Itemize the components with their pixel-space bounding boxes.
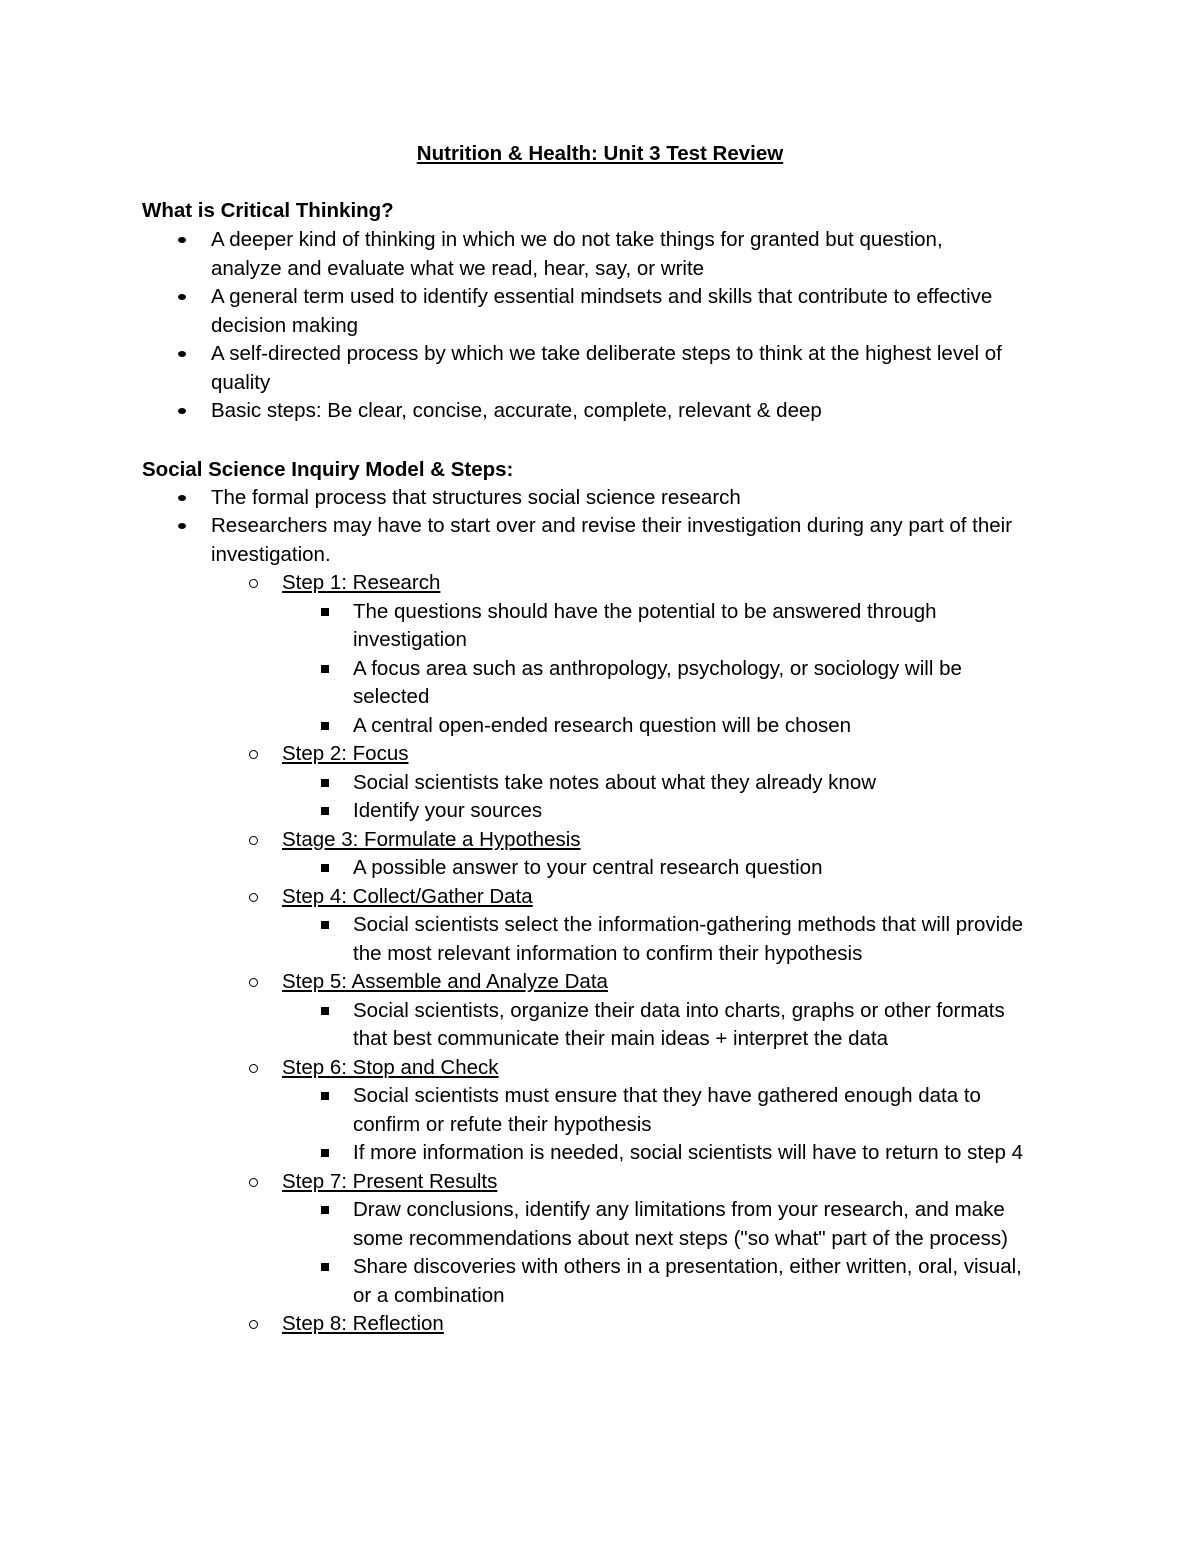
critical-thinking-bullet [211, 226, 943, 283]
critical-thinking-bullet [211, 283, 992, 340]
inquiry-model-bullet [211, 484, 741, 513]
step-point-line: Social scientists must ensure that they have gathered enough data to [353, 1084, 981, 1107]
bullet-disc-icon [178, 495, 186, 501]
step-point-line: or a combination [353, 1283, 505, 1307]
step-heading-line: Stage 3: Formulate a Hypothesis [282, 827, 581, 851]
step-point-line: some recommendations about next steps ("so what" part of the process) [353, 1226, 1008, 1250]
bullet-disc-icon [178, 408, 186, 414]
step-heading [282, 826, 581, 855]
critical-thinking-bullet-line: A deeper kind of thinking in which we do not take things for granted but question, [211, 228, 943, 251]
inquiry-model-bullet [211, 512, 1012, 569]
bullet-square-icon [321, 608, 329, 616]
critical-thinking-bullet [211, 340, 1002, 397]
bullet-disc-icon [178, 237, 186, 243]
step-heading-line: Step 6: Stop and Check [282, 1055, 499, 1079]
critical-thinking-bullet-line: decision making [211, 313, 358, 337]
step-point [353, 598, 937, 655]
critical-thinking-bullet-line: quality [211, 370, 271, 394]
step-point [353, 1082, 981, 1139]
critical-thinking-bullet-line: Basic steps: Be clear, concise, accurate, complete, relevant & deep [211, 399, 822, 422]
bullet-square-icon [321, 864, 329, 872]
step-point-line: investigation [353, 628, 467, 651]
bullet-circle-icon [249, 579, 258, 588]
step-heading-line: Step 2: Focus [282, 742, 409, 765]
bullet-disc-icon [178, 294, 186, 300]
step-point-line: Social scientists take notes about what they already know [353, 770, 877, 794]
critical-thinking-bullet-line: analyze and evaluate what we read, hear, say, or write [211, 256, 705, 280]
bullet-circle-icon [249, 978, 258, 987]
step-heading [282, 1168, 497, 1197]
step-point-line: Draw conclusions, identify any limitations from your research, and make [353, 1198, 1005, 1221]
step-heading [282, 883, 533, 912]
step-point-line: Social scientists, organize their data into charts, graphs or other formats [353, 998, 1005, 1022]
step-heading-line: Step 5: Assemble and Analyze Data [282, 970, 608, 993]
bullet-square-icon [321, 1092, 329, 1100]
critical-thinking-bullet [211, 397, 822, 426]
step-point-line: selected [353, 685, 430, 708]
step-point-line: Share discoveries with others in a presentation, either written, oral, visual, [353, 1255, 1022, 1278]
bullet-square-icon [321, 1149, 329, 1157]
step-heading [282, 740, 408, 769]
step-point-line: Social scientists select the information-gathering methods that will provide [353, 913, 1023, 936]
step-point-line: A focus area such as anthropology, psychology, or sociology will be [353, 656, 962, 680]
step-point-line: A possible answer to your central research question [353, 856, 823, 879]
page-title: Nutrition & Health: Unit 3 Test Review [416, 142, 784, 165]
step-point-line: If more information is needed, social scientists will have to return to step 4 [353, 1141, 1023, 1164]
step-heading [282, 569, 440, 598]
inquiry-model-bullet-line: Researchers may have to start over and revise their investigation during any part of their [211, 514, 1013, 537]
bullet-disc-icon [178, 523, 186, 529]
bullet-circle-icon [249, 1320, 258, 1329]
inquiry-model-bullet-line: investigation. [211, 542, 331, 566]
bullet-disc-icon [178, 351, 186, 357]
bullet-square-icon [321, 807, 329, 815]
bullet-square-icon [321, 1007, 329, 1015]
bullet-square-icon [321, 1263, 329, 1271]
critical-thinking-bullet-line: A general term used to identify essential mindsets and skills that contribute to effective [211, 285, 993, 308]
section-heading-inquiry-model: Social Science Inquiry Model & Steps: [142, 457, 514, 481]
step-heading [282, 1310, 444, 1339]
step-point [353, 655, 962, 712]
step-point [353, 797, 542, 826]
step-point-line: the most relevant information to confirm their hypothesis [353, 941, 863, 965]
section-heading-critical-thinking: What is Critical Thinking? [142, 199, 394, 222]
inquiry-model-bullet-line: The formal process that structures social science research [211, 485, 741, 509]
step-heading-line: Step 7: Present Results [282, 1169, 498, 1193]
step-point-line: that best communicate their main ideas + interpret the data [353, 1027, 889, 1050]
bullet-square-icon [321, 665, 329, 673]
step-point [353, 712, 851, 741]
step-heading-line: Step 4: Collect/Gather Data [282, 884, 533, 908]
bullet-circle-icon [249, 1064, 258, 1073]
step-point [353, 997, 1005, 1054]
bullet-circle-icon [249, 750, 258, 759]
step-point [353, 1253, 1022, 1310]
bullet-square-icon [321, 1206, 329, 1214]
step-point-line: confirm or refute their hypothesis [353, 1112, 652, 1136]
step-point [353, 1196, 1008, 1253]
step-point-line: Identify your sources [353, 799, 543, 822]
step-point-line: The questions should have the potential to be answered through [353, 599, 937, 623]
bullet-circle-icon [249, 1178, 258, 1187]
bullet-circle-icon [249, 893, 258, 902]
step-heading-line: Step 8: Reflection [282, 1312, 444, 1335]
step-point-line: A central open-ended research question will be chosen [353, 713, 852, 737]
step-heading [282, 1054, 499, 1083]
step-point [353, 854, 822, 883]
bullet-square-icon [321, 722, 329, 730]
step-point [353, 911, 1023, 968]
bullet-circle-icon [249, 836, 258, 845]
step-heading [282, 968, 608, 997]
step-point [353, 1139, 1023, 1168]
step-point [353, 769, 876, 798]
critical-thinking-bullet-line: A self-directed process by which we take deliberate steps to think at the highest level of [211, 342, 1002, 365]
bullet-square-icon [321, 921, 329, 929]
bullet-square-icon [321, 779, 329, 787]
step-heading-line: Step 1: Research [282, 571, 441, 594]
